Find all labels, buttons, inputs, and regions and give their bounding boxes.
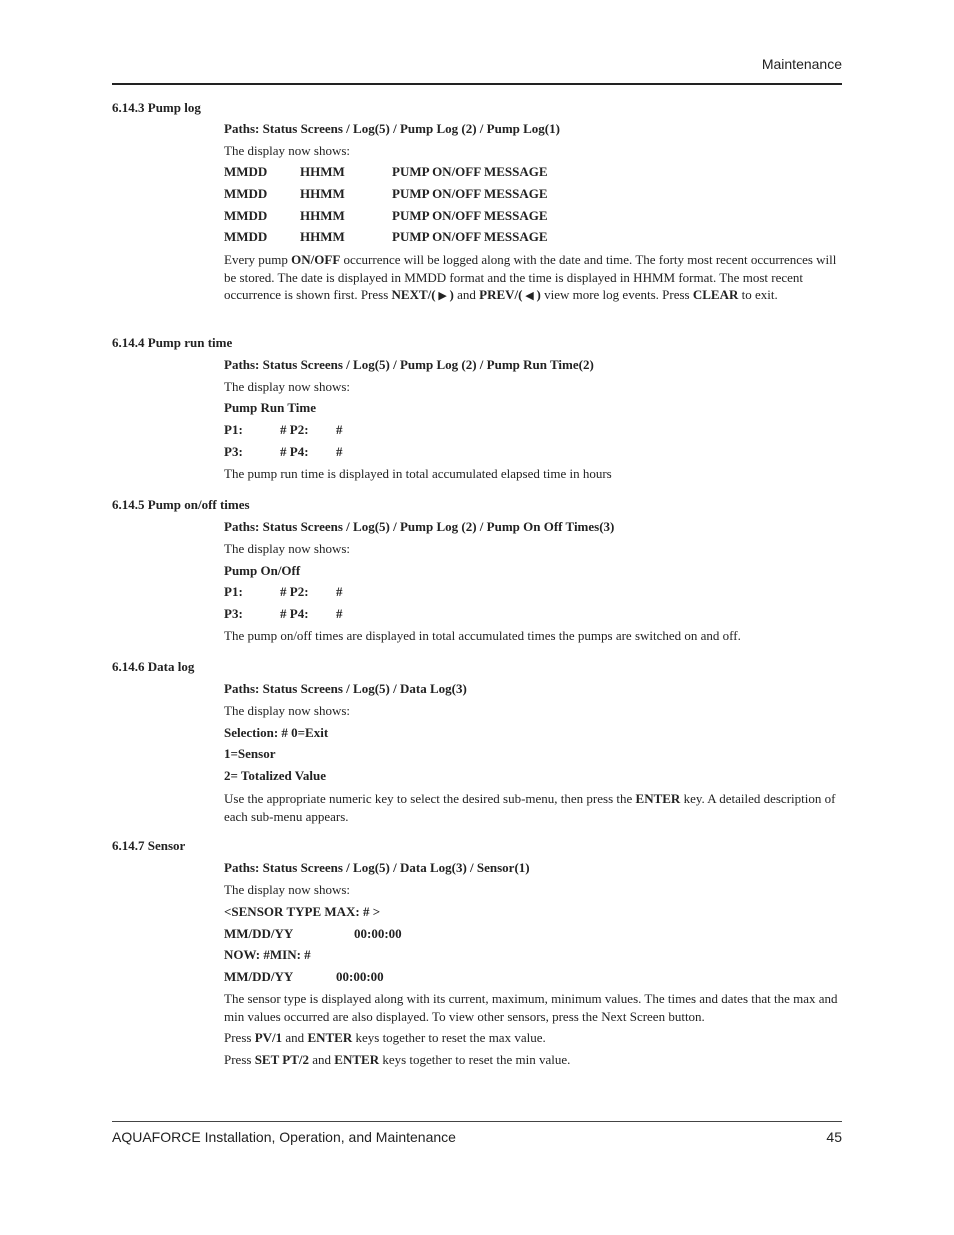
path-pump-on-off: Paths: Status Screens / Log(5) / Pump Log (2) / Pump On Off Times(3) [224, 519, 615, 534]
sensor-min-date: MM/DD/YY 00:00:00 [224, 969, 384, 984]
pump-row: P3: # P4: # [224, 444, 343, 459]
log-row: MMDD HHMM PUMP ON/OFF MESSAGE [224, 229, 548, 244]
page-number: 45 [826, 1129, 842, 1145]
path-data-log: Paths: Status Screens / Log(5) / Data Log(3) [224, 681, 467, 696]
on-off-note: The pump on/off times are displayed in total accumulated times the pumps are switched on and off. [224, 628, 741, 643]
header-rule [112, 83, 842, 85]
display-title: Pump Run Time [224, 400, 316, 415]
path-pump-log: Paths: Status Screens / Log(5) / Pump Log (2) / Pump Log(1) [224, 121, 560, 136]
path-sensor: Paths: Status Screens / Log(5) / Data Log(3) / Sensor(1) [224, 860, 530, 875]
option-sensor: 1=Sensor [224, 746, 276, 761]
arrow-left-icon: ◀ [522, 290, 537, 302]
footer-title: AQUAFORCE Installation, Operation, and Maintenance [112, 1129, 456, 1145]
section-heading-pump-run-time: 6.14.4 Pump run time [112, 335, 233, 350]
selection-line: Selection: # 0=Exit [224, 725, 329, 740]
pump-row: P1: # P2: # [224, 422, 343, 437]
log-row: MMDD HHMM PUMP ON/OFF MESSAGE [224, 164, 548, 179]
sensor-now-line: NOW: #MIN: # [224, 947, 311, 962]
footer-rule [112, 1121, 842, 1122]
arrow-right-icon: ▶ [435, 290, 450, 302]
log-row: MMDD HHMM PUMP ON/OFF MESSAGE [224, 208, 548, 223]
display-title: Pump On/Off [224, 563, 301, 578]
option-totalized: 2= Totalized Value [224, 768, 327, 783]
running-header: Maintenance [761, 56, 842, 72]
pump-log-description: Every pump ON/OFF occurrence will be logged along with the date and time. The forty most recent occurrences will be stored. The date is displayed in MMDD format and the time is displayed in HHMM format. The most recent occurrence is shown first. Press NEXT/( ▶ ) and PREV/( ◀ ) view more log events. Press CLEAR to exit. [224, 252, 837, 302]
section-heading-pump-log: 6.14.3 Pump log [112, 100, 201, 115]
display-intro: The display now shows: [224, 703, 351, 718]
reset-max-instruction: Press PV/1 and ENTER keys together to reset the max value. [224, 1030, 546, 1045]
sensor-description: The sensor type is displayed along with its current, maximum, minimum values. The times and dates that the max and min values occurred are also displayed. To view other sensors, press the Next Screen button. [224, 991, 838, 1024]
section-heading-sensor: 6.14.7 Sensor [112, 838, 186, 853]
display-intro: The display now shows: [224, 143, 351, 158]
sensor-max-line: <SENSOR TYPE MAX: # > [224, 904, 381, 919]
pump-row: P3: # P4: # [224, 606, 343, 621]
display-intro: The display now shows: [224, 379, 351, 394]
section-heading-data-log: 6.14.6 Data log [112, 659, 195, 674]
display-intro: The display now shows: [224, 882, 351, 897]
section-heading-pump-on-off: 6.14.5 Pump on/off times [112, 497, 250, 512]
data-log-description: Use the appropriate numeric key to select the desired sub-menu, then press the ENTER key. A detailed description of each sub-menu appears. [224, 791, 836, 824]
path-pump-run-time: Paths: Status Screens / Log(5) / Pump Log (2) / Pump Run Time(2) [224, 357, 594, 372]
display-intro: The display now shows: [224, 541, 351, 556]
log-row: MMDD HHMM PUMP ON/OFF MESSAGE [224, 186, 548, 201]
sensor-max-date: MM/DD/YY 00:00:00 [224, 926, 402, 941]
run-time-note: The pump run time is displayed in total accumulated elapsed time in hours [224, 466, 612, 481]
pump-row: P1: # P2: # [224, 584, 343, 599]
reset-min-instruction: Press SET PT/2 and ENTER keys together to reset the min value. [224, 1052, 571, 1067]
